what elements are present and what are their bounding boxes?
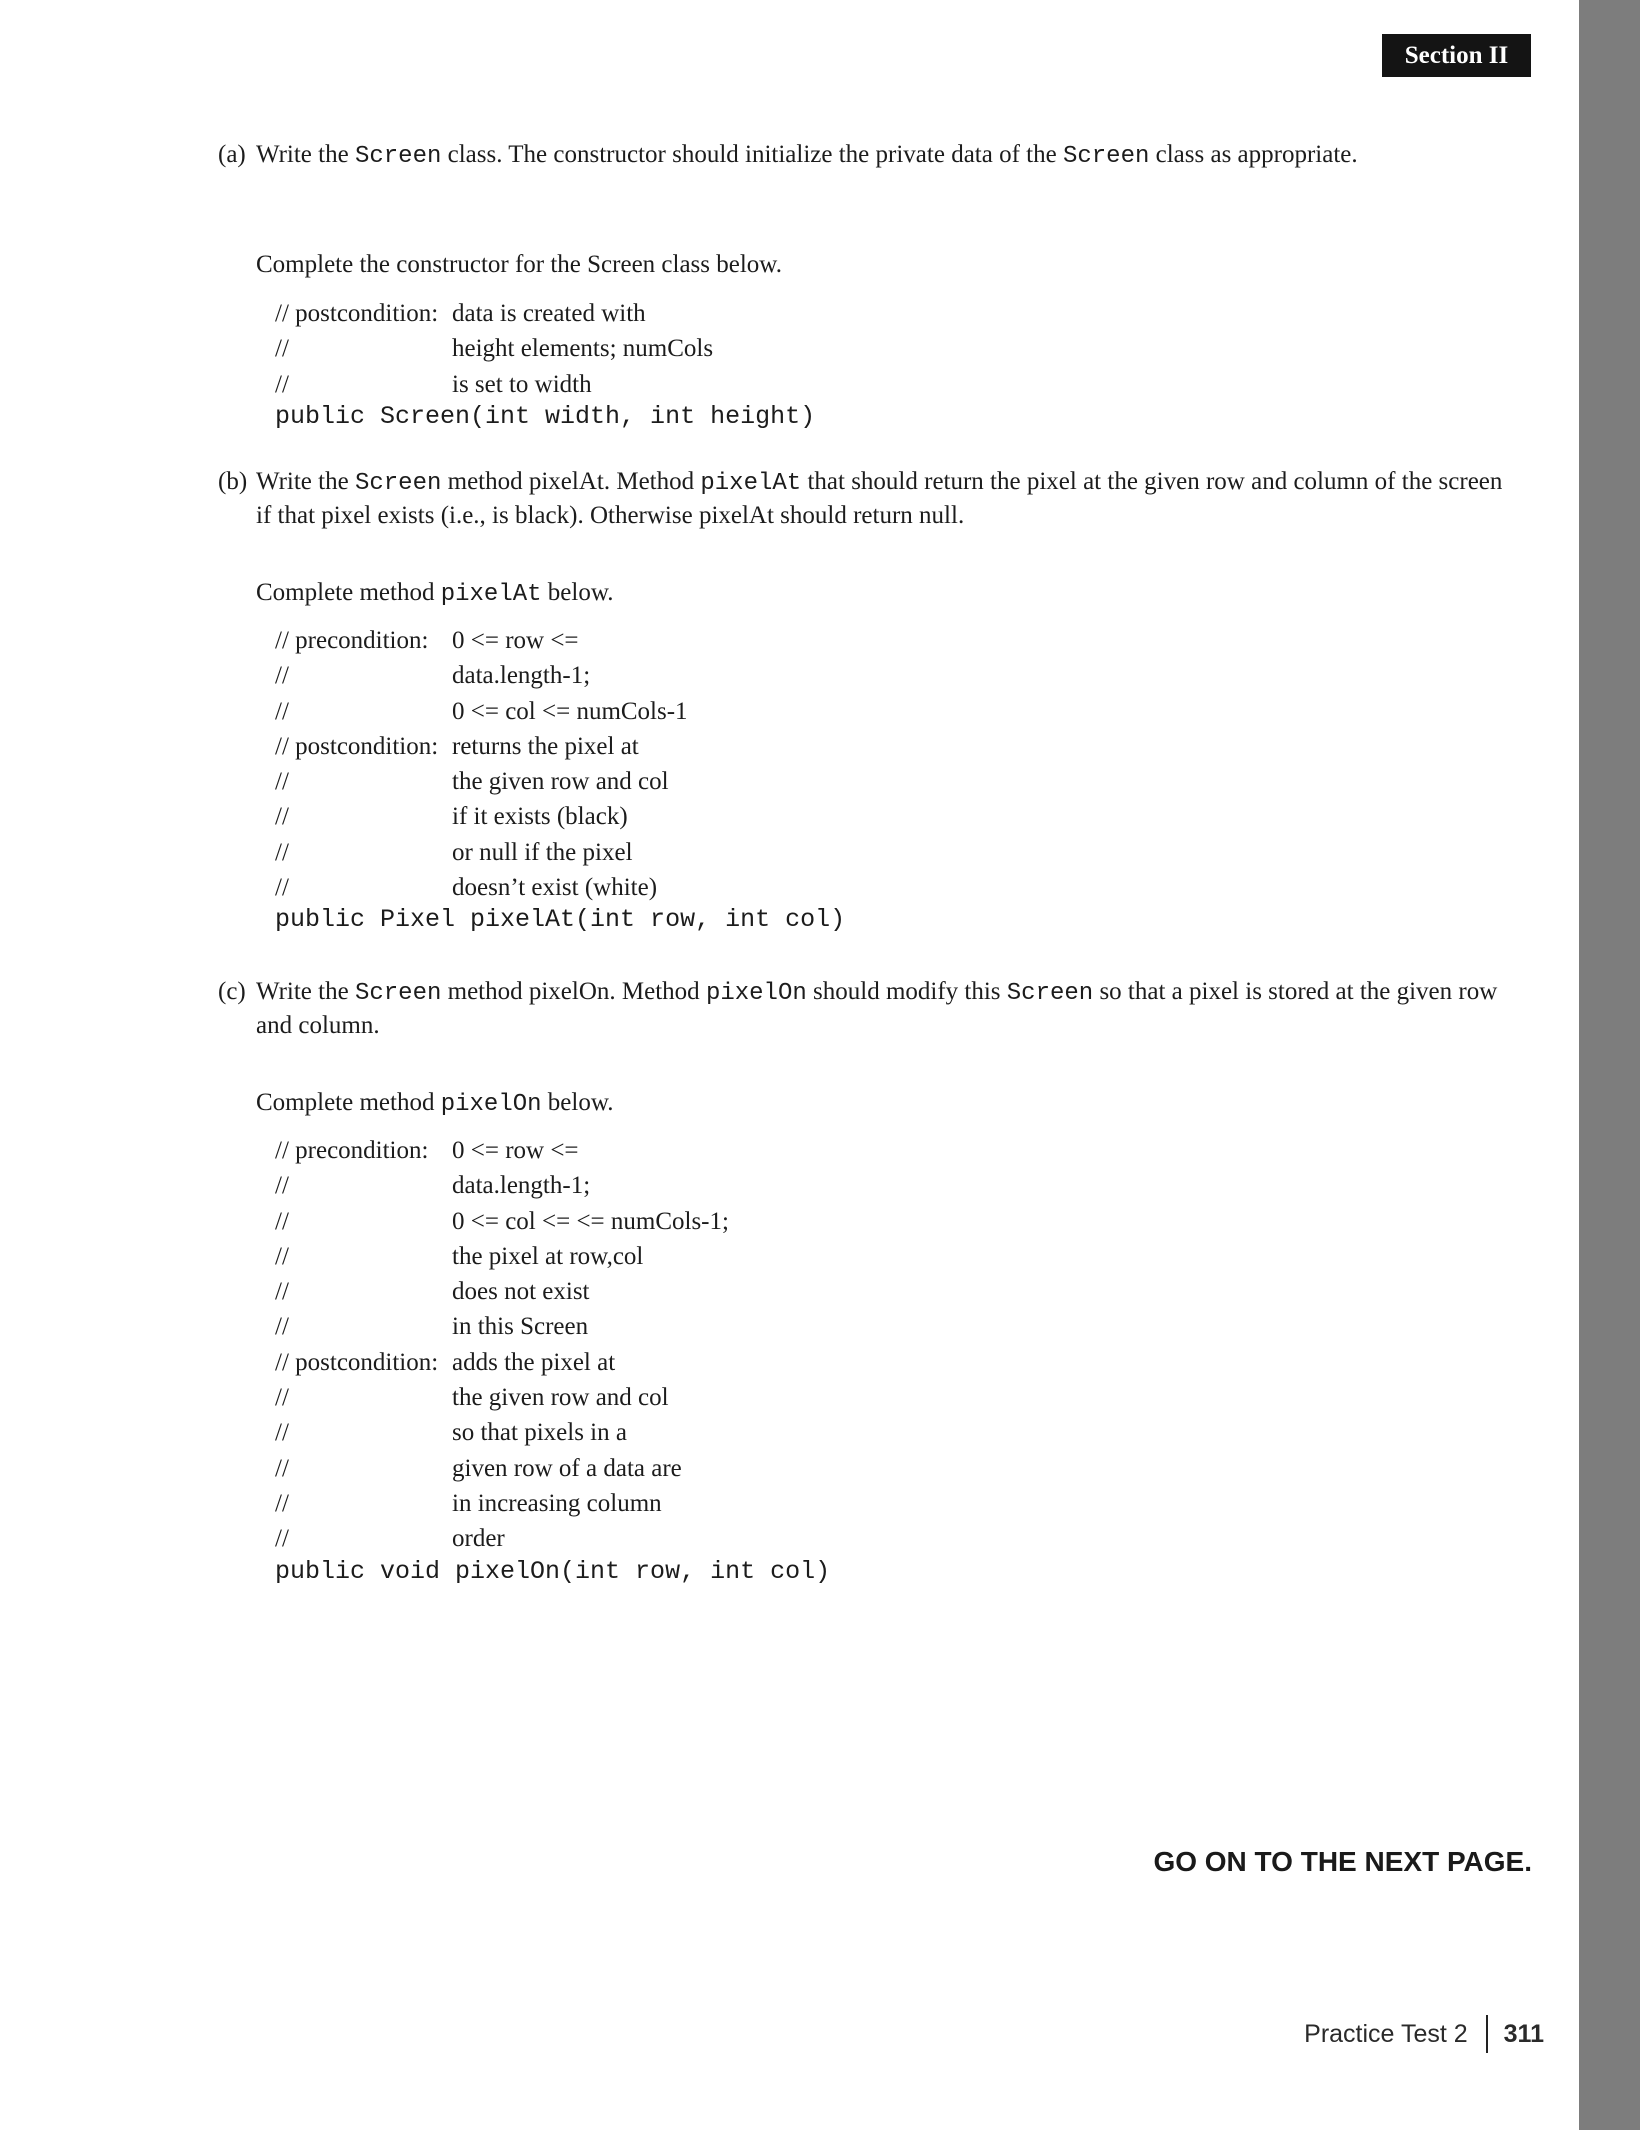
code-term: pixelAt [440,581,542,608]
comment-line [275,623,845,658]
comment-text: given row of a data are [452,1454,682,1482]
part-a-label: (a) [218,141,246,168]
prose-text: Write the [256,978,355,1005]
part-b-signature: public Pixel pixelAt(int row, int col) [275,905,846,935]
comment-line [275,1521,830,1556]
comment-text: adds the pixel at [452,1348,616,1376]
comment-text: data.length-1; [452,1172,591,1200]
comment-line [275,1133,830,1168]
code-term: Screen [354,470,442,497]
part-b-instruction [256,577,614,611]
comment-line [275,1415,830,1450]
part-a-prompt-text [256,141,1358,168]
comment-line [275,729,845,764]
comment-text: the given row and col [452,768,669,796]
comment-line [275,1274,830,1309]
comment-text: in this Screen [452,1313,589,1341]
prose-text: method pixelAt. Method [441,468,701,495]
comment-text: height elements; numCols [452,335,714,363]
prose-text: should modify this [806,978,1007,1005]
section-badge: Section II [1382,34,1531,77]
comment-text: so that pixels in a [452,1419,627,1447]
prose-text: Write the [256,141,355,168]
comment-marker: // [275,1278,289,1306]
page-footer [1304,2016,1544,2052]
part-c-instruction [256,1087,614,1121]
comment-line [275,1309,830,1344]
comment-line [275,1345,830,1380]
part-c-comments [275,1133,830,1557]
prose-text: Complete method [256,579,441,606]
part-b-comments [275,623,845,905]
question-part-c [218,976,1518,1586]
code-term: pixelAt [700,470,802,497]
code-term: pixelOn [705,980,807,1007]
comment-line [275,1204,830,1239]
comment-line [275,870,845,905]
comment-marker: // [275,803,289,831]
comment-text: 0 <= row <= [452,627,579,654]
comment-text: or null if the pixel [452,838,633,866]
comment-line [275,1380,830,1415]
comment-text: data is created with [452,300,646,327]
comment-marker: // [275,1384,289,1412]
page-number: 311 [1503,2019,1544,2048]
comment-marker: // precondition: [275,627,429,654]
part-a-instruction [256,249,782,281]
comment-line [275,1486,830,1521]
part-b-prompt-text [256,468,1502,529]
comment-marker: // [275,1454,289,1482]
comment-line [275,331,815,366]
footer-divider [1486,2015,1488,2053]
part-a-signature: public Screen(int width, int height) [275,401,816,431]
code-term: Screen [354,980,442,1007]
prose-text: class. The constructor should initialize the private data of the [441,141,1063,168]
comment-line [275,694,845,729]
comment-marker: // [275,1207,289,1235]
part-b-code-block [275,623,845,935]
part-a-code-block [275,296,815,432]
comment-text: 0 <= row <= [452,1137,579,1164]
prose-text: Complete method [256,1089,441,1116]
comment-marker: // [275,335,289,363]
comment-marker: // [275,1525,289,1553]
part-c-code-block [275,1133,830,1587]
comment-text: does not exist [452,1278,590,1306]
comment-marker: // [275,1419,289,1447]
comment-text: in increasing column [452,1489,662,1517]
prose-text: below. [541,1089,614,1116]
code-term: Screen [354,143,442,170]
comment-line [275,1451,830,1486]
prose-text: Write the [256,468,355,495]
comment-line [275,835,845,870]
part-b-prompt [218,466,1518,532]
comment-line [275,658,845,693]
comment-line [275,799,845,834]
prose-text: Complete the constructor for the Screen class below. [256,251,782,278]
comment-line [275,1168,830,1203]
comment-marker: // [275,697,289,725]
comment-text: if it exists (black) [452,803,628,831]
comment-marker: // [275,1489,289,1517]
part-c-signature: public void pixelOn(int row, int col) [275,1556,831,1586]
part-a-prompt [218,139,1518,173]
comment-text: order [452,1525,505,1553]
comment-text: the pixel at row,col [452,1242,644,1270]
part-b-label: (b) [218,468,248,495]
question-part-b [218,466,1518,935]
comment-marker: // [275,662,289,690]
part-c-label: (c) [218,978,246,1005]
comment-marker: // [275,370,289,398]
question-part-a [218,139,1518,431]
prose-text: below. [541,579,614,606]
prose-text: class as appropriate. [1149,141,1358,168]
comment-marker: // [275,874,289,902]
comment-marker: // [275,838,289,866]
part-c-prompt [218,976,1518,1042]
prose-text: method pixelOn. Method [441,978,706,1005]
comment-text: is set to width [452,370,592,398]
comment-marker: // postcondition: [275,732,439,760]
comment-marker: // [275,1313,289,1341]
comment-text: 0 <= col <= <= numCols-1; [452,1207,729,1235]
comment-marker: // [275,1242,289,1270]
footer-label: Practice Test 2 [1304,2019,1468,2048]
comment-text: returns the pixel at [452,732,639,760]
prose-text: that should return the pixel at the given row and column of the screen if that pixel exists (i.e., is black). Otherwise pixelAt should return null. [256,468,1503,529]
comment-line [275,367,815,402]
comment-marker: // postcondition: [275,300,439,327]
comment-marker: // postcondition: [275,1348,439,1376]
comment-marker: // [275,1172,289,1200]
code-term: pixelOn [440,1091,542,1118]
comment-marker: // precondition: [275,1137,429,1164]
code-term: Screen [1062,143,1150,170]
comment-marker: // [275,768,289,796]
part-c-prompt-text [256,978,1497,1039]
go-on-notice: GO ON TO THE NEXT PAGE. [1153,1846,1532,1877]
comment-text: the given row and col [452,1384,669,1412]
comment-text: data.length-1; [452,662,591,690]
prose-text: so that a pixel is stored at the given row and column. [256,978,1498,1039]
comment-text: 0 <= col <= numCols-1 [452,697,688,725]
comment-line [275,764,845,799]
code-term: Screen [1006,980,1094,1007]
page-edge-bar [1579,0,1640,2130]
comment-line [275,296,815,331]
part-a-comments [275,296,815,402]
comment-line [275,1239,830,1274]
comment-text: doesn’t exist (white) [452,874,658,902]
